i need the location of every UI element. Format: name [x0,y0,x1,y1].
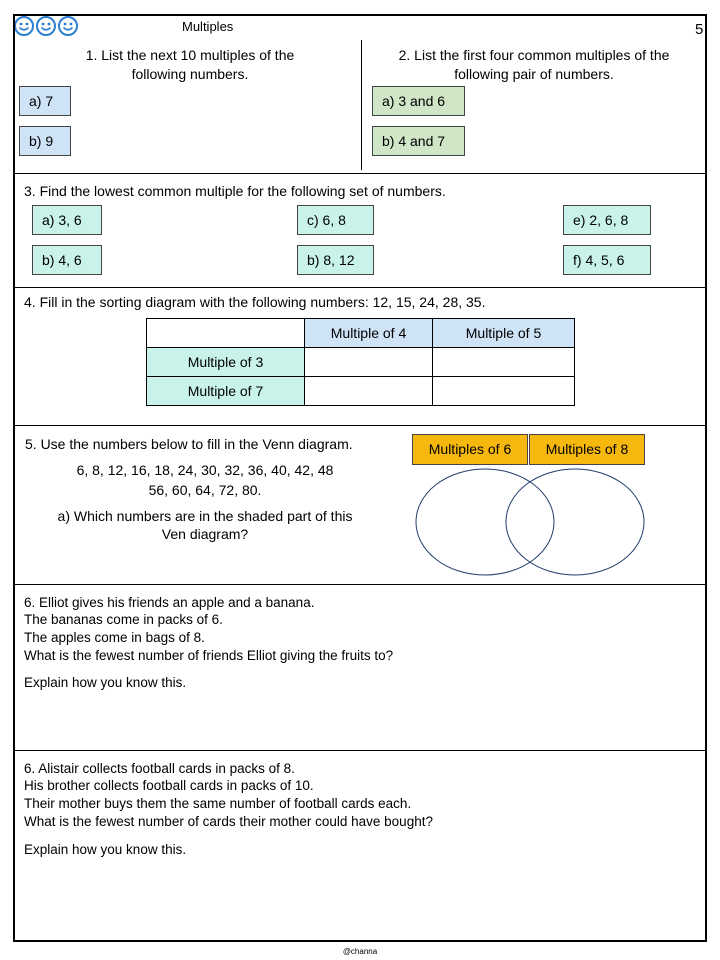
worksheet [13,14,707,942]
col-header: Multiple of 5 [433,319,575,348]
q3-item[interactable]: e) 2, 6, 8 [563,205,651,235]
q6b-line: What is the fewest number of cards their mother could have bought? [24,814,433,829]
divider [361,40,362,170]
venn-label: Multiples of 6 [412,434,528,465]
section-divider [15,584,705,585]
answer-cell[interactable] [305,377,433,406]
section-divider [15,750,705,751]
q1-prompt-line2: following numbers. [131,66,249,82]
answer-cell[interactable] [305,348,433,377]
q2-prompt-line1: 2. List the first four common multiples of the [398,47,670,63]
q5-sub-line1: a) Which numbers are in the shaded part of this [57,508,353,524]
q6b-line: His brother collects football cards in packs of 10. [24,778,314,793]
q1-prompt-line1: 1. List the next 10 multiples of the [85,47,295,63]
q4-prompt: 4. Fill in the sorting diagram with the following numbers: 12, 15, 24, 28, 35. [24,294,486,310]
q3-item[interactable]: c) 6, 8 [297,205,374,235]
q5-sub-line2: Ven diagram? [161,526,249,542]
col-header: Multiple of 4 [305,319,433,348]
row-header: Multiple of 3 [147,348,305,377]
q5-numbers-line2: 56, 60, 64, 72, 80. [148,482,262,498]
venn-circle-right[interactable] [506,469,644,575]
q3-item[interactable]: f) 4, 5, 6 [563,245,651,275]
venn-label: Multiples of 8 [529,434,645,465]
q3-item[interactable]: a) 3, 6 [32,205,102,235]
q1-item[interactable]: b) 9 [19,126,71,156]
q3-item[interactable]: b) 8, 12 [297,245,374,275]
page-title: Multiples [182,19,234,34]
q3-prompt: 3. Find the lowest common multiple for the following set of numbers. [24,183,446,199]
q2-item[interactable]: b) 4 and 7 [372,126,465,156]
section-divider [15,287,705,288]
venn-diagram[interactable] [411,467,651,579]
page-number: 5 [695,21,704,38]
q6a-line: What is the fewest number of friends Elliot giving the fruits to? [24,648,394,663]
row-header: Multiple of 7 [147,377,305,406]
sorting-diagram [146,318,575,406]
q3-item[interactable]: b) 4, 6 [32,245,102,275]
q1-item[interactable]: a) 7 [19,86,71,116]
empty-corner-cell [147,319,305,348]
section-divider [15,425,705,426]
q6a-explain: Explain how you know this. [24,675,187,690]
answer-cell[interactable] [433,348,575,377]
q6b-line: Their mother buys them the same number of football cards each. [24,796,412,811]
q6b-line: 6. Alistair collects football cards in packs of 8. [24,761,295,776]
q6a-line: The bananas come in packs of 6. [24,612,223,627]
q6a-line: 6. Elliot gives his friends an apple and a banana. [24,595,315,610]
q5-prompt: 5. Use the numbers below to fill in the Venn diagram. [25,436,353,452]
section-divider [15,173,705,174]
q6a-line: The apples come in bags of 8. [24,630,205,645]
venn-circle-left[interactable] [416,469,554,575]
q6b-explain: Explain how you know this. [24,842,187,857]
q2-prompt-line2: following pair of numbers. [454,66,614,82]
answer-cell[interactable] [433,377,575,406]
q5-numbers-line1: 6, 8, 12, 16, 18, 24, 30, 32, 36, 40, 42, 48 [76,462,334,478]
q2-item[interactable]: a) 3 and 6 [372,86,465,116]
footer-credit: @channa [342,947,378,956]
